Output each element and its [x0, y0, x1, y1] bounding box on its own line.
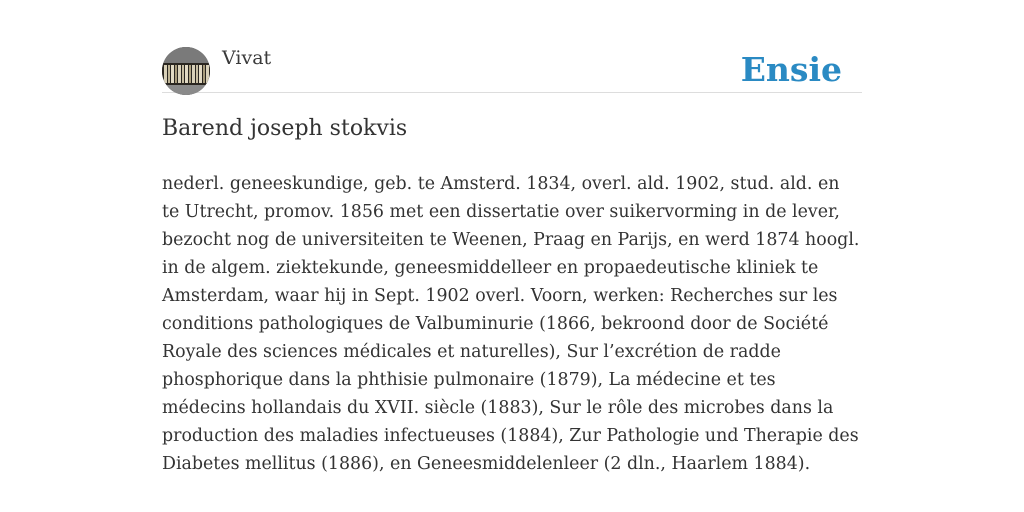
entry-body: nederl. geneeskundige, geb. te Amsterd. 1834, overl. ald. 1902, stud. ald. en te Utrecht, promov. 1856 met een dissertatie over suikervorming in de lever, bezocht nog de universiteiten te Weenen, Praag en Parijs, en werd 1874 hoogl. in de algem. ziektekunde, geneesmiddelleer en propaedeutische kliniek te Amsterdam, waar hij in Sept. 1902 overl. Voorn, werken: Recherches sur les conditions pathologiques de Valbuminurie (1866, bekroond door de Société Royale des sciences médicales et naturelles), Sur l’excrétion de radde phosphorique dans la phthisie pulmonaire (1879), La médecine et tes médecins hollandais du XVII. siècle (1883), Sur le rôle des microbes dans la production des maladies infectueuses (1884), Zur Pathologie und Therapie des Diabetes mellitus (1886), en Geneesmiddelenleer (2 dln., Haarlem 1884). [162, 174, 860, 474]
author-avatar[interactable] [162, 47, 210, 95]
entry-card [162, 44, 862, 474]
books-avatar-icon [162, 47, 210, 95]
brand-logo[interactable]: Ensie [740, 50, 842, 89]
entry-header [162, 44, 862, 93]
entry-title: Barend joseph stokvis [162, 116, 408, 141]
author-name[interactable]: Vivat [222, 47, 272, 69]
